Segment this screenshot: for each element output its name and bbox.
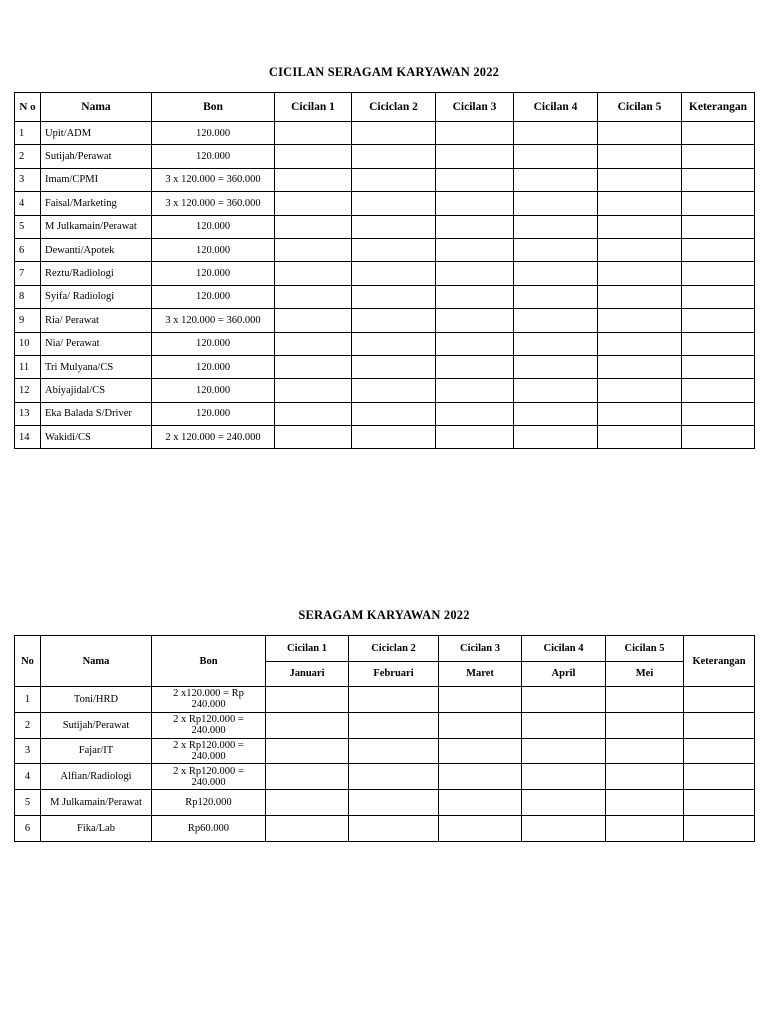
header-cicilan-1: Cicilan 1 bbox=[275, 93, 352, 122]
header-month-april: April bbox=[522, 661, 606, 687]
cicilan-2-cell[interactable] bbox=[352, 426, 436, 449]
row-nama: Syifa/ Radiologi bbox=[41, 285, 152, 308]
row-bon: 120.000 bbox=[152, 145, 275, 168]
row-nama: Sutijah/Perawat bbox=[41, 145, 152, 168]
cicilan-2-cell[interactable] bbox=[352, 192, 436, 215]
header-no: No bbox=[15, 636, 41, 687]
cicilan-5-cell[interactable] bbox=[598, 332, 682, 355]
cicilan-2-cell[interactable] bbox=[352, 122, 436, 145]
row-no: 5 bbox=[15, 790, 41, 816]
cicilan-3-cell[interactable] bbox=[436, 285, 514, 308]
cicilan-1-cell[interactable] bbox=[266, 764, 349, 790]
cicilan-5-cell[interactable] bbox=[598, 285, 682, 308]
cicilan-1-cell[interactable] bbox=[275, 402, 352, 425]
table-row bbox=[15, 122, 755, 145]
row-bon: 2 x Rp120.000 = 240.000 bbox=[152, 738, 266, 764]
row-bon: 3 x 120.000 = 360.000 bbox=[152, 309, 275, 332]
cicilan-3-cell[interactable] bbox=[436, 309, 514, 332]
cicilan-3-cell[interactable] bbox=[436, 262, 514, 285]
header-cicilan-5: Cicilan 5 bbox=[598, 93, 682, 122]
row-no: 1 bbox=[15, 687, 41, 713]
header-cicilan-4: Cicilan 4 bbox=[514, 93, 598, 122]
cicilan-4-cell[interactable] bbox=[514, 238, 598, 261]
cicilan-3-cell[interactable] bbox=[436, 379, 514, 402]
cicilan-4-cell[interactable] bbox=[514, 215, 598, 238]
header-keterangan: Keterangan bbox=[684, 636, 755, 687]
row-nama: Dewanti/Apotek bbox=[41, 238, 152, 261]
row-bon: 3 x 120.000 = 360.000 bbox=[152, 192, 275, 215]
row-nama: Nia/ Perawat bbox=[41, 332, 152, 355]
cicilan-5-cell[interactable] bbox=[598, 262, 682, 285]
cicilan-4-cell[interactable] bbox=[514, 426, 598, 449]
row-no: 7 bbox=[15, 262, 41, 285]
row-no: 12 bbox=[15, 379, 41, 402]
table-row bbox=[15, 790, 755, 816]
cicilan-4-cell[interactable] bbox=[522, 790, 606, 816]
header-month-mei: Mei bbox=[606, 661, 684, 687]
row-nama: Wakidi/CS bbox=[41, 426, 152, 449]
cicilan-3-cell[interactable] bbox=[436, 426, 514, 449]
row-nama: Faisal/Marketing bbox=[41, 192, 152, 215]
row-no: 6 bbox=[15, 238, 41, 261]
cicilan-2-cell[interactable] bbox=[349, 790, 439, 816]
cicilan-4-cell[interactable] bbox=[514, 309, 598, 332]
row-bon: 2 x Rp120.000 = 240.000 bbox=[152, 712, 266, 738]
row-no: 2 bbox=[15, 145, 41, 168]
cicilan-1-cell[interactable] bbox=[275, 168, 352, 191]
row-nama: Upit/ADM bbox=[41, 122, 152, 145]
cicilan-5-cell[interactable] bbox=[606, 687, 684, 713]
row-nama: M Julkamain/Perawat bbox=[41, 215, 152, 238]
keterangan-cell[interactable] bbox=[682, 332, 755, 355]
row-nama: M Julkamain/Perawat bbox=[41, 790, 152, 816]
cicilan-2-cell[interactable] bbox=[352, 238, 436, 261]
cicilan-4-cell[interactable] bbox=[514, 192, 598, 215]
keterangan-cell[interactable] bbox=[684, 738, 755, 764]
header-bon: Bon bbox=[152, 636, 266, 687]
cicilan-3-cell[interactable] bbox=[436, 145, 514, 168]
cicilan-3-cell[interactable] bbox=[439, 790, 522, 816]
table-row bbox=[15, 764, 755, 790]
cicilan-1-cell[interactable] bbox=[275, 215, 352, 238]
row-bon: 120.000 bbox=[152, 332, 275, 355]
cicilan-2-cell[interactable] bbox=[352, 145, 436, 168]
row-nama: Reztu/Radiologi bbox=[41, 262, 152, 285]
cicilan-2-cell[interactable] bbox=[349, 764, 439, 790]
cicilan-5-cell[interactable] bbox=[598, 122, 682, 145]
cicilan-4-cell[interactable] bbox=[522, 712, 606, 738]
cicilan-4-cell[interactable] bbox=[514, 285, 598, 308]
keterangan-cell[interactable] bbox=[684, 687, 755, 713]
cicilan-1-cell[interactable] bbox=[275, 122, 352, 145]
cicilan-1-cell[interactable] bbox=[275, 145, 352, 168]
keterangan-cell[interactable] bbox=[682, 168, 755, 191]
header-cicilan-3: Cicilan 3 bbox=[436, 93, 514, 122]
cicilan-4-cell[interactable] bbox=[522, 764, 606, 790]
cicilan-5-cell[interactable] bbox=[598, 309, 682, 332]
row-bon: 2 x 120.000 = 240.000 bbox=[152, 426, 275, 449]
cicilan-3-cell[interactable] bbox=[436, 192, 514, 215]
table-row bbox=[15, 168, 755, 191]
cicilan-2-cell[interactable] bbox=[352, 215, 436, 238]
cicilan-1-cell[interactable] bbox=[266, 738, 349, 764]
keterangan-cell[interactable] bbox=[682, 145, 755, 168]
cicilan-5-cell[interactable] bbox=[598, 402, 682, 425]
row-no: 2 bbox=[15, 712, 41, 738]
cicilan-4-cell[interactable] bbox=[522, 738, 606, 764]
cicilan-3-cell[interactable] bbox=[439, 712, 522, 738]
row-no: 3 bbox=[15, 738, 41, 764]
cicilan-5-cell[interactable] bbox=[606, 815, 684, 841]
cicilan-2-cell[interactable] bbox=[349, 738, 439, 764]
row-bon: 120.000 bbox=[152, 285, 275, 308]
row-no: 6 bbox=[15, 815, 41, 841]
table-row bbox=[15, 192, 755, 215]
cicilan-1-cell[interactable] bbox=[275, 426, 352, 449]
row-nama: Toni/HRD bbox=[41, 687, 152, 713]
cicilan-1-cell[interactable] bbox=[275, 285, 352, 308]
cicilan-3-cell[interactable] bbox=[436, 238, 514, 261]
header-cicilan-2: Ciciclan 2 bbox=[352, 93, 436, 122]
header-nama: Nama bbox=[41, 636, 152, 687]
row-no: 10 bbox=[15, 332, 41, 355]
row-bon: 120.000 bbox=[152, 355, 275, 378]
header-cicilan-2: Ciciclan 2 bbox=[349, 636, 439, 662]
row-bon: 120.000 bbox=[152, 215, 275, 238]
row-bon: 3 x 120.000 = 360.000 bbox=[152, 168, 275, 191]
row-bon: 120.000 bbox=[152, 402, 275, 425]
header-month-februari: Februari bbox=[349, 661, 439, 687]
cicilan-5-cell[interactable] bbox=[598, 168, 682, 191]
keterangan-cell[interactable] bbox=[684, 815, 755, 841]
cicilan-1-cell[interactable] bbox=[275, 238, 352, 261]
keterangan-cell[interactable] bbox=[682, 355, 755, 378]
table-row bbox=[15, 285, 755, 308]
cicilan-4-cell[interactable] bbox=[514, 168, 598, 191]
row-no: 5 bbox=[15, 215, 41, 238]
row-no: 9 bbox=[15, 309, 41, 332]
keterangan-cell[interactable] bbox=[682, 309, 755, 332]
cicilan-4-cell[interactable] bbox=[514, 332, 598, 355]
keterangan-cell[interactable] bbox=[682, 215, 755, 238]
keterangan-cell[interactable] bbox=[682, 262, 755, 285]
row-no: 3 bbox=[15, 168, 41, 191]
row-nama: Imam/CPMI bbox=[41, 168, 152, 191]
cicilan-4-cell[interactable] bbox=[514, 145, 598, 168]
keterangan-cell[interactable] bbox=[682, 426, 755, 449]
cicilan-2-cell[interactable] bbox=[352, 355, 436, 378]
header-bon: Bon bbox=[152, 93, 275, 122]
keterangan-cell[interactable] bbox=[682, 122, 755, 145]
table-row bbox=[15, 309, 755, 332]
cicilan-3-cell[interactable] bbox=[439, 815, 522, 841]
table-row bbox=[15, 145, 755, 168]
table2-header-row-1 bbox=[15, 636, 755, 662]
keterangan-cell[interactable] bbox=[684, 790, 755, 816]
cicilan-1-cell[interactable] bbox=[275, 262, 352, 285]
row-nama: Ria/ Perawat bbox=[41, 309, 152, 332]
cicilan-3-cell[interactable] bbox=[439, 687, 522, 713]
cicilan-2-cell[interactable] bbox=[352, 379, 436, 402]
cicilan-4-cell[interactable] bbox=[522, 815, 606, 841]
seragam-karyawan-table bbox=[14, 635, 755, 842]
cicilan-3-cell[interactable] bbox=[436, 168, 514, 191]
row-nama: Fika/Lab bbox=[41, 815, 152, 841]
header-cicilan-1: Cicilan 1 bbox=[266, 636, 349, 662]
cicilan-4-cell[interactable] bbox=[514, 122, 598, 145]
header-month-maret: Maret bbox=[439, 661, 522, 687]
cicilan-1-cell[interactable] bbox=[275, 355, 352, 378]
table-row bbox=[15, 402, 755, 425]
row-bon: 120.000 bbox=[152, 122, 275, 145]
row-nama: Fajar/IT bbox=[41, 738, 152, 764]
keterangan-cell[interactable] bbox=[682, 285, 755, 308]
row-no: 14 bbox=[15, 426, 41, 449]
cicilan-2-cell[interactable] bbox=[352, 402, 436, 425]
row-bon: 120.000 bbox=[152, 238, 275, 261]
table-row bbox=[15, 687, 755, 713]
table2-title: SERAGAM KARYAWAN 2022 bbox=[298, 608, 470, 622]
cicilan-3-cell[interactable] bbox=[436, 215, 514, 238]
cicilan-1-cell[interactable] bbox=[266, 790, 349, 816]
cicilan-5-cell[interactable] bbox=[598, 145, 682, 168]
header-no: N o bbox=[15, 93, 41, 122]
cicilan-5-cell[interactable] bbox=[598, 215, 682, 238]
header-month-januari: Januari bbox=[266, 661, 349, 687]
table-row bbox=[15, 815, 755, 841]
cicilan-3-cell[interactable] bbox=[436, 332, 514, 355]
row-nama: Tri Mulyana/CS bbox=[41, 355, 152, 378]
cicilan-4-cell[interactable] bbox=[514, 379, 598, 402]
cicilan-5-cell[interactable] bbox=[606, 764, 684, 790]
cicilan-2-cell[interactable] bbox=[352, 332, 436, 355]
cicilan-2-cell[interactable] bbox=[352, 168, 436, 191]
cicilan-seragam-table bbox=[14, 92, 755, 449]
cicilan-3-cell[interactable] bbox=[436, 355, 514, 378]
row-no: 4 bbox=[15, 192, 41, 215]
row-no: 8 bbox=[15, 285, 41, 308]
cicilan-4-cell[interactable] bbox=[522, 687, 606, 713]
table1-title: CICILAN SERAGAM KARYAWAN 2022 bbox=[268, 65, 500, 79]
header-cicilan-4: Cicilan 4 bbox=[522, 636, 606, 662]
row-no: 11 bbox=[15, 355, 41, 378]
table1-header-row bbox=[15, 93, 755, 122]
row-no: 1 bbox=[15, 122, 41, 145]
row-bon: 120.000 bbox=[152, 379, 275, 402]
cicilan-2-cell[interactable] bbox=[352, 285, 436, 308]
row-nama: Alfian/Radiologi bbox=[41, 764, 152, 790]
table-row bbox=[15, 238, 755, 261]
row-no: 4 bbox=[15, 764, 41, 790]
cicilan-5-cell[interactable] bbox=[606, 790, 684, 816]
keterangan-cell[interactable] bbox=[682, 192, 755, 215]
table-row bbox=[15, 262, 755, 285]
row-nama: Abiyajidal/CS bbox=[41, 379, 152, 402]
cicilan-1-cell[interactable] bbox=[275, 332, 352, 355]
cicilan-4-cell[interactable] bbox=[514, 402, 598, 425]
cicilan-4-cell[interactable] bbox=[514, 355, 598, 378]
cicilan-5-cell[interactable] bbox=[598, 355, 682, 378]
row-bon: Rp120.000 bbox=[152, 790, 266, 816]
cicilan-2-cell[interactable] bbox=[349, 815, 439, 841]
cicilan-1-cell[interactable] bbox=[266, 687, 349, 713]
cicilan-1-cell[interactable] bbox=[275, 379, 352, 402]
cicilan-1-cell[interactable] bbox=[266, 815, 349, 841]
cicilan-2-cell[interactable] bbox=[349, 712, 439, 738]
row-bon: 120.000 bbox=[152, 262, 275, 285]
cicilan-1-cell[interactable] bbox=[266, 712, 349, 738]
cicilan-1-cell[interactable] bbox=[275, 309, 352, 332]
cicilan-5-cell[interactable] bbox=[598, 426, 682, 449]
keterangan-cell[interactable] bbox=[684, 764, 755, 790]
cicilan-5-cell[interactable] bbox=[598, 192, 682, 215]
row-bon: 2 x Rp120.000 = 240.000 bbox=[152, 764, 266, 790]
header-cicilan-5: Cicilan 5 bbox=[606, 636, 684, 662]
row-no: 13 bbox=[15, 402, 41, 425]
header-nama: Nama bbox=[41, 93, 152, 122]
header-keterangan: Keterangan bbox=[682, 93, 755, 122]
table-row bbox=[15, 215, 755, 238]
cicilan-2-cell[interactable] bbox=[352, 262, 436, 285]
table-row bbox=[15, 355, 755, 378]
row-bon: Rp60.000 bbox=[152, 815, 266, 841]
table-row bbox=[15, 379, 755, 402]
cicilan-5-cell[interactable] bbox=[598, 238, 682, 261]
cicilan-3-cell[interactable] bbox=[439, 738, 522, 764]
keterangan-cell[interactable] bbox=[682, 402, 755, 425]
table-row bbox=[15, 712, 755, 738]
cicilan-3-cell[interactable] bbox=[439, 764, 522, 790]
cicilan-3-cell[interactable] bbox=[436, 402, 514, 425]
header-cicilan-3: Cicilan 3 bbox=[439, 636, 522, 662]
row-nama: Sutijah/Perawat bbox=[41, 712, 152, 738]
cicilan-4-cell[interactable] bbox=[514, 262, 598, 285]
cicilan-2-cell[interactable] bbox=[352, 309, 436, 332]
row-nama: Eka Balada S/Driver bbox=[41, 402, 152, 425]
cicilan-5-cell[interactable] bbox=[606, 738, 684, 764]
table-row bbox=[15, 332, 755, 355]
cicilan-5-cell[interactable] bbox=[598, 379, 682, 402]
cicilan-2-cell[interactable] bbox=[349, 687, 439, 713]
table-row bbox=[15, 738, 755, 764]
cicilan-3-cell[interactable] bbox=[436, 122, 514, 145]
cicilan-5-cell[interactable] bbox=[606, 712, 684, 738]
keterangan-cell[interactable] bbox=[682, 379, 755, 402]
keterangan-cell[interactable] bbox=[682, 238, 755, 261]
keterangan-cell[interactable] bbox=[684, 712, 755, 738]
row-bon: 2 x120.000 = Rp 240.000 bbox=[152, 687, 266, 713]
cicilan-1-cell[interactable] bbox=[275, 192, 352, 215]
table-row bbox=[15, 426, 755, 449]
